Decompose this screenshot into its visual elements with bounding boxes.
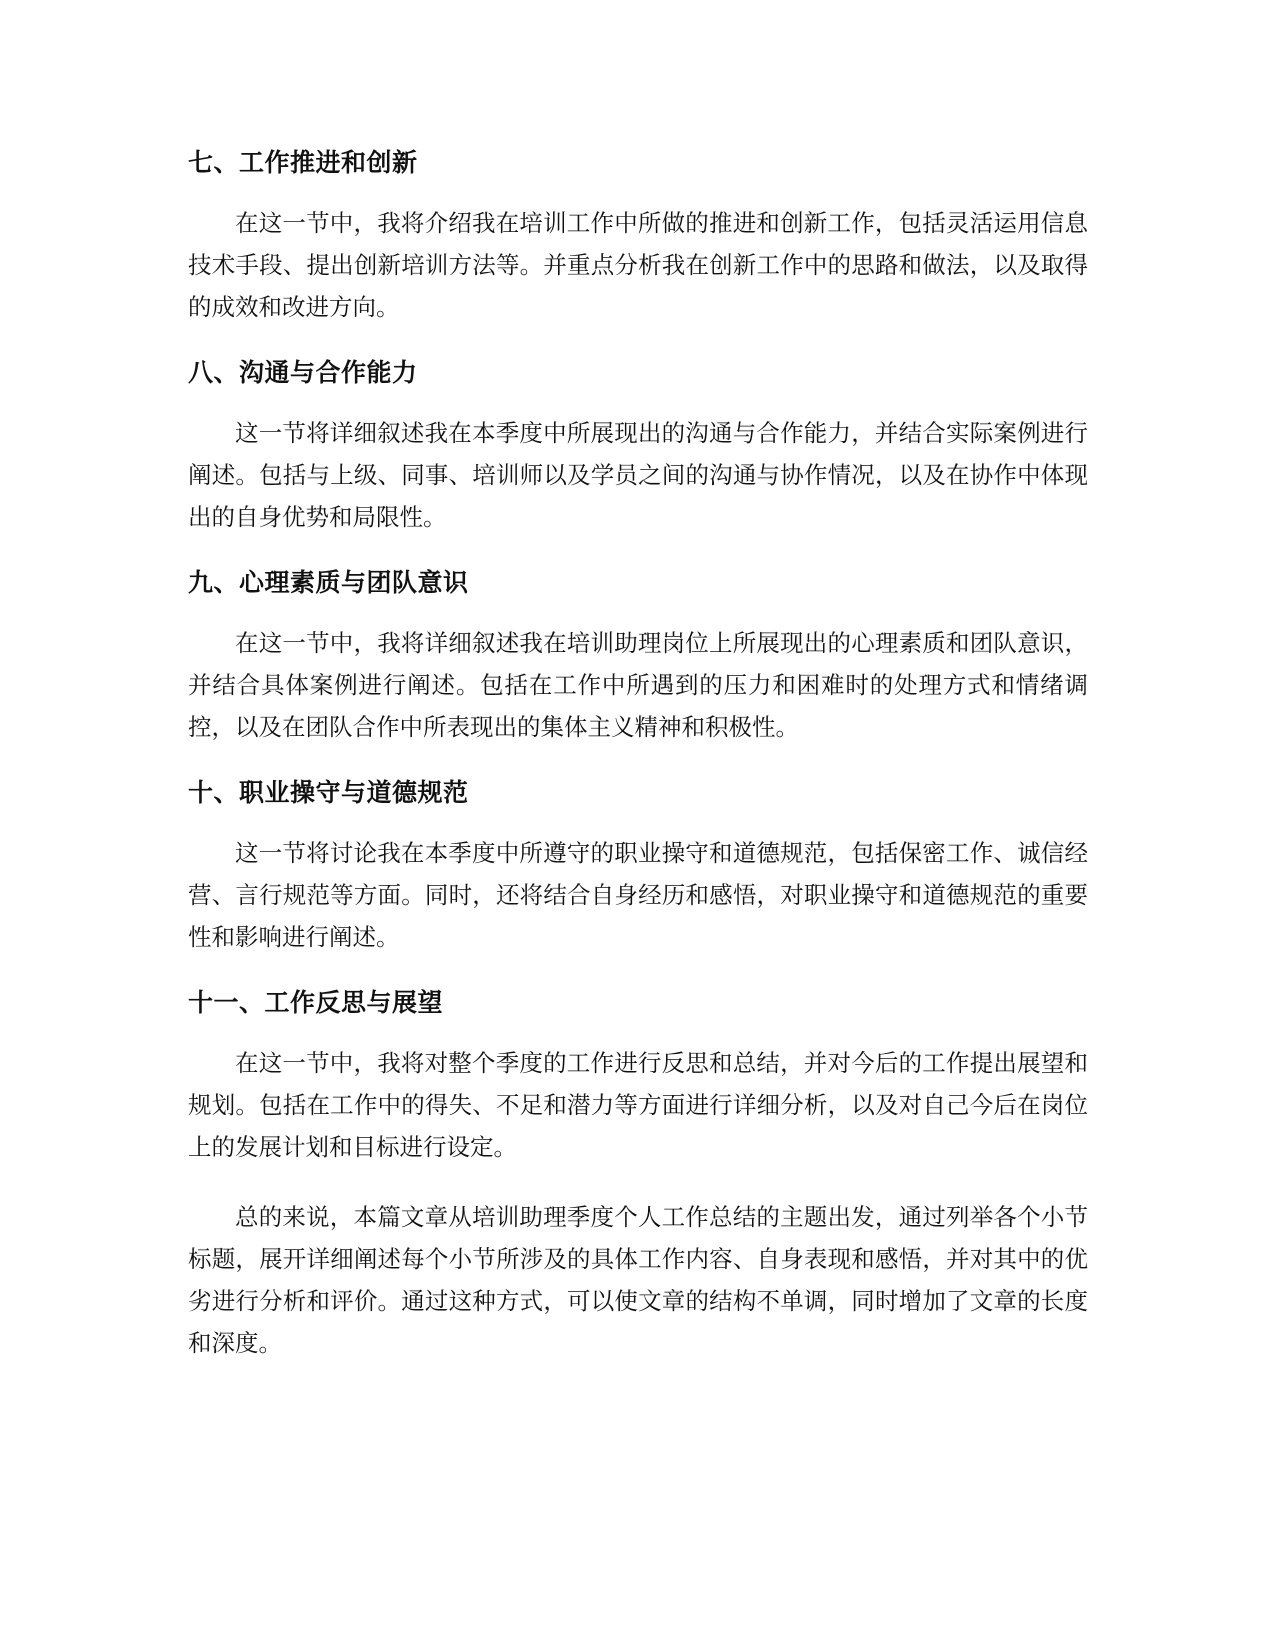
conclusion-paragraph: 总的来说，本篇文章从培训助理季度个人工作总结的主题出发，通过列举各个小节标题，展开详细阐述每个小节所涉及的具体工作内容、自身表现和感悟，并对其中的优劣进行分析和评价。通过这种方式，可以使文章的结构不单调，同时增加了文章的长度和深度。 bbox=[188, 1203, 1088, 1357]
section-body: 在这一节中，我将详细叙述我在培训助理岗位上所展现出的心理素质和团队意识，并结合具体案例进行阐述。包括在工作中所遇到的压力和困难时的处理方式和情绪调控，以及在团队合作中所表现出的集体主义精神和积极性。 bbox=[188, 629, 1088, 741]
section-title: 八、沟通与合作能力 bbox=[188, 358, 418, 387]
section-title: 十、职业操守与道德规范 bbox=[188, 778, 469, 807]
section-body: 在这一节中，我将对整个季度的工作进行反思和总结，并对今后的工作提出展望和规划。包括在工作中的得失、不足和潜力等方面进行详细分析，以及对自己今后在岗位上的发展计划和目标进行设定。 bbox=[188, 1049, 1088, 1161]
section-title: 七、工作推进和创新 bbox=[188, 148, 418, 177]
section-title: 十一、工作反思与展望 bbox=[188, 988, 444, 1017]
document-page bbox=[188, 146, 1088, 1392]
section-11 bbox=[188, 986, 1088, 1168]
section-10 bbox=[188, 776, 1088, 958]
section-8 bbox=[188, 356, 1088, 538]
section-body: 这一节将讨论我在本季度中所遵守的职业操守和道德规范，包括保密工作、诚信经营、言行规范等方面。同时，还将结合自身经历和感悟，对职业操守和道德规范的重要性和影响进行阐述。 bbox=[188, 839, 1088, 951]
section-title: 九、心理素质与团队意识 bbox=[188, 568, 469, 597]
section-9 bbox=[188, 566, 1088, 748]
section-body: 在这一节中，我将介绍我在培训工作中所做的推进和创新工作，包括灵活运用信息技术手段、提出创新培训方法等。并重点分析我在创新工作中的思路和做法，以及取得的成效和改进方向。 bbox=[188, 209, 1088, 321]
section-7 bbox=[188, 146, 1088, 328]
section-body: 这一节将详细叙述我在本季度中所展现出的沟通与合作能力，并结合实际案例进行阐述。包括与上级、同事、培训师以及学员之间的沟通与协作情况，以及在协作中体现出的自身优势和局限性。 bbox=[188, 419, 1088, 531]
